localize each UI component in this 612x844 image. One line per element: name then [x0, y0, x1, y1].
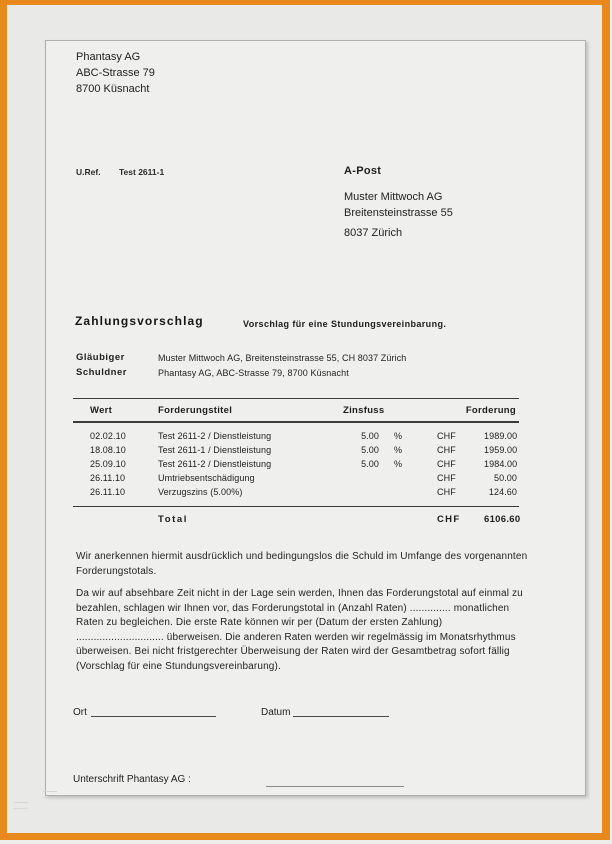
cell-titel: Test 2611-1 / Dienstleistung — [158, 445, 272, 455]
claims-table-header-row — [73, 399, 519, 423]
cell-currency: CHF — [437, 459, 456, 469]
cell-zins: 5.00 — [361, 459, 379, 469]
cell-amount: 1989.00 — [484, 431, 518, 441]
proposal-paragraph — [76, 587, 523, 674]
cell-titel: Test 2611-2 / Dienstleistung — [158, 431, 272, 441]
creditor-value: Muster Mittwoch AG, Breitensteinstrasse 55, CH 8037 Zürich — [158, 353, 407, 363]
cell-pct: % — [394, 459, 403, 469]
document-subtitle: Vorschlag für eine Stundungsvereinbarung. — [243, 319, 447, 329]
cell-empty — [343, 507, 379, 527]
acknowledgement-paragraph — [76, 550, 527, 579]
date-fill-line — [293, 703, 389, 717]
cell-wert: 18.08.10 — [90, 445, 126, 455]
cell-currency: CHF — [437, 487, 456, 497]
cell-wert: 25.09.10 — [90, 459, 126, 469]
sender-address-block — [76, 49, 155, 97]
table-total-row — [73, 507, 519, 527]
cell-zins — [343, 486, 379, 507]
debtor-label: Schuldner — [76, 367, 127, 378]
cell-amount: 1959.00 — [484, 445, 518, 455]
column-header-forderungstitel: Forderungstitel — [158, 399, 343, 423]
cell-titel: Verzugszins (5.00%) — [158, 487, 243, 497]
cell-pct: % — [394, 431, 403, 441]
table-row — [73, 472, 519, 486]
cell-zins: 5.00 — [361, 431, 379, 441]
paragraph-line: Da wir auf absehbare Zeit nicht in der Lage sein werden, Ihnen das Forderungstotal auf einmal zu — [76, 588, 523, 599]
document-title: Zahlungsvorschlag — [75, 314, 204, 328]
cell-amount: 50.00 — [493, 473, 518, 483]
recipient-city: 8037 Zürich — [344, 227, 403, 239]
recipient-street: Breitensteinstrasse 55 — [344, 207, 453, 219]
cell-pct — [379, 486, 437, 507]
column-header-forderung: Forderung — [437, 399, 519, 423]
cell-titel: Test 2611-2 / Dienstleistung — [158, 459, 272, 469]
debtor-value: Phantasy AG, ABC-Strasse 79, 8700 Küsnacht — [158, 368, 349, 378]
letter-page — [45, 40, 586, 796]
cell-zins — [343, 472, 379, 486]
paragraph-line: Forderungstotals. — [76, 565, 157, 577]
mail-type-label: A-Post — [344, 165, 382, 177]
place-fill-line — [91, 703, 216, 717]
cell-amount: 1984.00 — [484, 459, 518, 469]
cell-empty — [379, 507, 437, 527]
claims-table — [73, 398, 519, 527]
total-amount: 6106.60 — [484, 507, 519, 527]
signature-label: Unterschrift Phantasy AG : — [73, 774, 191, 785]
paragraph-line: .............................. überweisen. Die anderen Raten werden wir regelmässig im Monatsrhythmus — [76, 631, 516, 643]
total-currency: CHF — [437, 507, 484, 527]
recipient-name: Muster Mittwoch AG — [344, 191, 443, 203]
table-row — [73, 458, 519, 472]
paragraph-line: Raten zu begleichen. Die erste Rate können wir per (Datum der ersten Zahlung) — [76, 617, 443, 628]
cell-wert: 26.11.10 — [90, 487, 126, 497]
table-row — [73, 444, 519, 458]
cell-zins: 5.00 — [361, 445, 379, 455]
sender-street: ABC-Strasse 79 — [76, 67, 155, 79]
paragraph-line: (Vorschlag für eine Stundungsvereinbarung). — [76, 660, 281, 672]
cell-wert: 02.02.10 — [90, 431, 126, 441]
print-artifact — [13, 802, 28, 809]
creditor-label: Gläubiger — [76, 352, 125, 363]
cell-empty — [73, 507, 158, 527]
cell-wert: 26.11.10 — [90, 473, 126, 483]
cell-amount: 124.60 — [488, 487, 518, 497]
reference-value: Test 2611-1 — [119, 167, 165, 177]
paragraph-line: überweisen. Bei nicht fristgerechter Überweisung der Raten wird der Gesamtbetrag sofort fällig — [76, 646, 510, 657]
table-row — [73, 486, 519, 507]
date-label: Datum — [261, 707, 291, 718]
signature-fill-line — [266, 774, 404, 787]
total-label: Total — [158, 507, 343, 527]
cell-currency: CHF — [437, 473, 456, 483]
sender-name: Phantasy AG — [76, 51, 141, 63]
cell-titel: Umtriebsentschädigung — [158, 473, 255, 483]
column-header-zinsfuss: Zinsfuss — [343, 399, 437, 423]
column-header-wert: Wert — [73, 399, 158, 423]
sender-city: 8700 Küsnacht — [76, 83, 150, 95]
cell-pct: % — [394, 445, 403, 455]
cell-pct — [379, 472, 437, 486]
paragraph-line: bezahlen, schlagen wir Ihnen vor, das Forderungstotal in (Anzahl Raten) .............. monatlichen — [76, 602, 510, 614]
reference-label: U.Ref. — [76, 167, 101, 177]
cell-currency: CHF — [437, 445, 456, 455]
table-row — [73, 422, 519, 444]
place-label: Ort — [73, 707, 87, 718]
cell-currency: CHF — [437, 431, 456, 441]
paragraph-line: Wir anerkennen hiermit ausdrücklich und bedingungslos die Schuld im Umfange des vorgenannten — [76, 551, 528, 562]
print-artifact — [43, 791, 57, 798]
